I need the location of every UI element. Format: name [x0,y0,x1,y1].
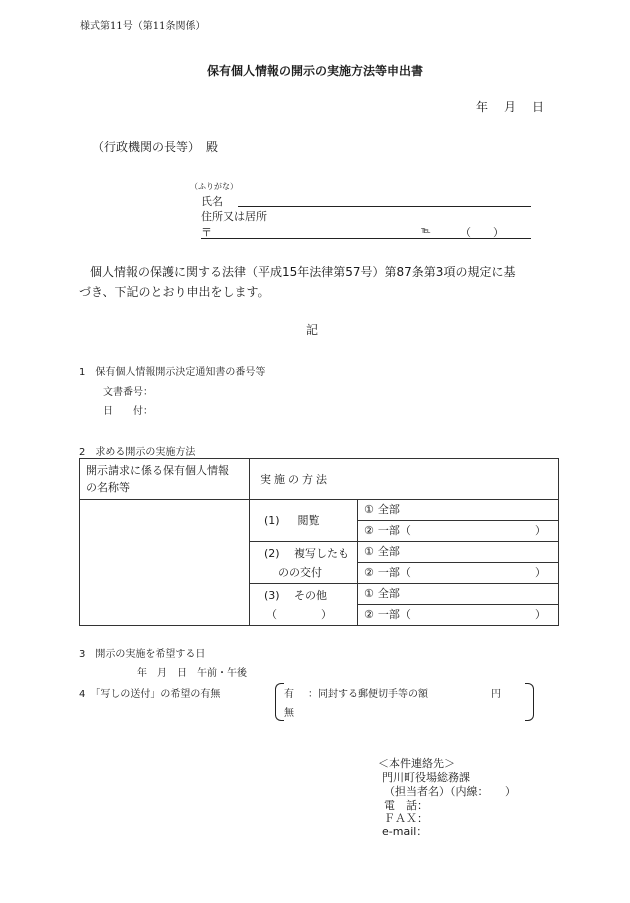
method-1-num: (1) [264,514,280,527]
method-3-label-line1: その他 [294,588,327,602]
postal-mark: 〒 [201,226,212,239]
table-header-method [250,459,559,500]
addressee: （行政機関の長等） 殿 [92,140,219,154]
section3-heading: 3 開示の実施を希望する日 [79,649,206,660]
option-text: 全部 [377,587,400,600]
item-name-cell[interactable] [80,500,250,626]
intro-line-2: づき、下記のとおり申出をします。 [79,285,270,299]
option-no[interactable]: 無 [284,708,294,719]
doc-date-label: 日 付： [103,406,153,417]
method-1-label: 閲覧 [297,514,320,527]
method-1-option-1[interactable] [358,500,559,521]
circle-2-icon: ② [364,608,374,621]
name-label: 氏名 [201,195,223,208]
method-2-option-2[interactable] [358,563,559,584]
option-text: 一部（ [377,566,411,579]
section3-date-line[interactable]: 年 月 日 午前・午後 [137,668,247,679]
circle-2-icon: ② [364,566,374,579]
circle-1-icon: ① [364,587,374,600]
date-label: 年 月 日 [476,100,547,114]
yen-label: 円 [491,689,501,700]
left-bracket [275,683,284,721]
page-title: 保有個人情報の開示の実施方法等申出書 [206,64,423,78]
contact-tel: 電 話： [384,799,428,812]
tel-paren: （ ） [460,226,504,239]
col2-header: 実施の方法 [260,473,330,486]
contact-dept: 門川町役場総務課 [382,771,470,784]
option-text: 一部（ [377,608,411,621]
contact-fax: ＦＡＸ： [384,812,428,825]
ki-label: 記 [306,323,319,337]
option-yes[interactable]: 有 [284,689,294,700]
close-paren: ） [535,566,546,579]
contact-person: （担当者名）（内線： ） [384,785,516,798]
method-3-option-2[interactable] [358,605,559,626]
circle-1-icon: ① [364,503,374,516]
intro-line-1: 個人情報の保護に関する法律（平成15年法律第57号）第87条第3項の規定に基 [90,265,516,279]
method-2-cell [250,542,358,584]
method-2-label-line2: のの交付 [278,565,322,579]
method-1-option-2[interactable] [358,521,559,542]
option-text: 全部 [377,545,400,558]
contact-heading: ＜本件連絡先＞ [378,757,455,770]
method-1-cell [250,500,358,542]
circle-1-icon: ① [364,545,374,558]
contact-email: e-mail： [382,825,428,838]
section2-heading: 2 求める開示の実施方法 [79,447,196,458]
method-3-label-line2[interactable]: （ ） [266,607,332,621]
option-text: 全部 [377,503,400,516]
table-header-item-name [80,459,250,500]
method-2-label-line1: 複写したも [294,546,349,560]
method-3-num: (3) [264,588,280,602]
right-bracket [525,683,534,721]
circle-2-icon: ② [364,524,374,537]
method-3-option-1[interactable] [358,584,559,605]
method-2-option-1[interactable] [358,542,559,563]
method-2-num: (2) [264,546,280,560]
method-3-cell [250,584,358,626]
col1-header-line2: の名称等 [86,481,130,494]
name-underline[interactable] [238,206,531,207]
section4-heading: 4 「写しの送付」の希望の有無 [79,689,221,700]
address-label: 住所又は居所 [201,210,267,223]
form-code: 様式第11号（第11条関係） [80,21,206,32]
doc-number-label: 文書番号： [103,387,153,398]
close-paren: ） [535,608,546,621]
tel-label: ℡ [421,226,431,236]
furigana-label: （ふりがな） [190,182,238,191]
option-text: 一部（ [377,524,411,537]
section1-heading: 1 保有個人情報開示決定通知書の番号等 [79,367,266,378]
address-underline[interactable] [201,238,531,239]
close-paren: ） [535,524,546,537]
yes-detail: ：同封する郵便切手等の額 [308,689,428,700]
method-table [79,458,559,626]
col1-header-line1: 開示請求に係る保有個人情報 [86,464,229,477]
